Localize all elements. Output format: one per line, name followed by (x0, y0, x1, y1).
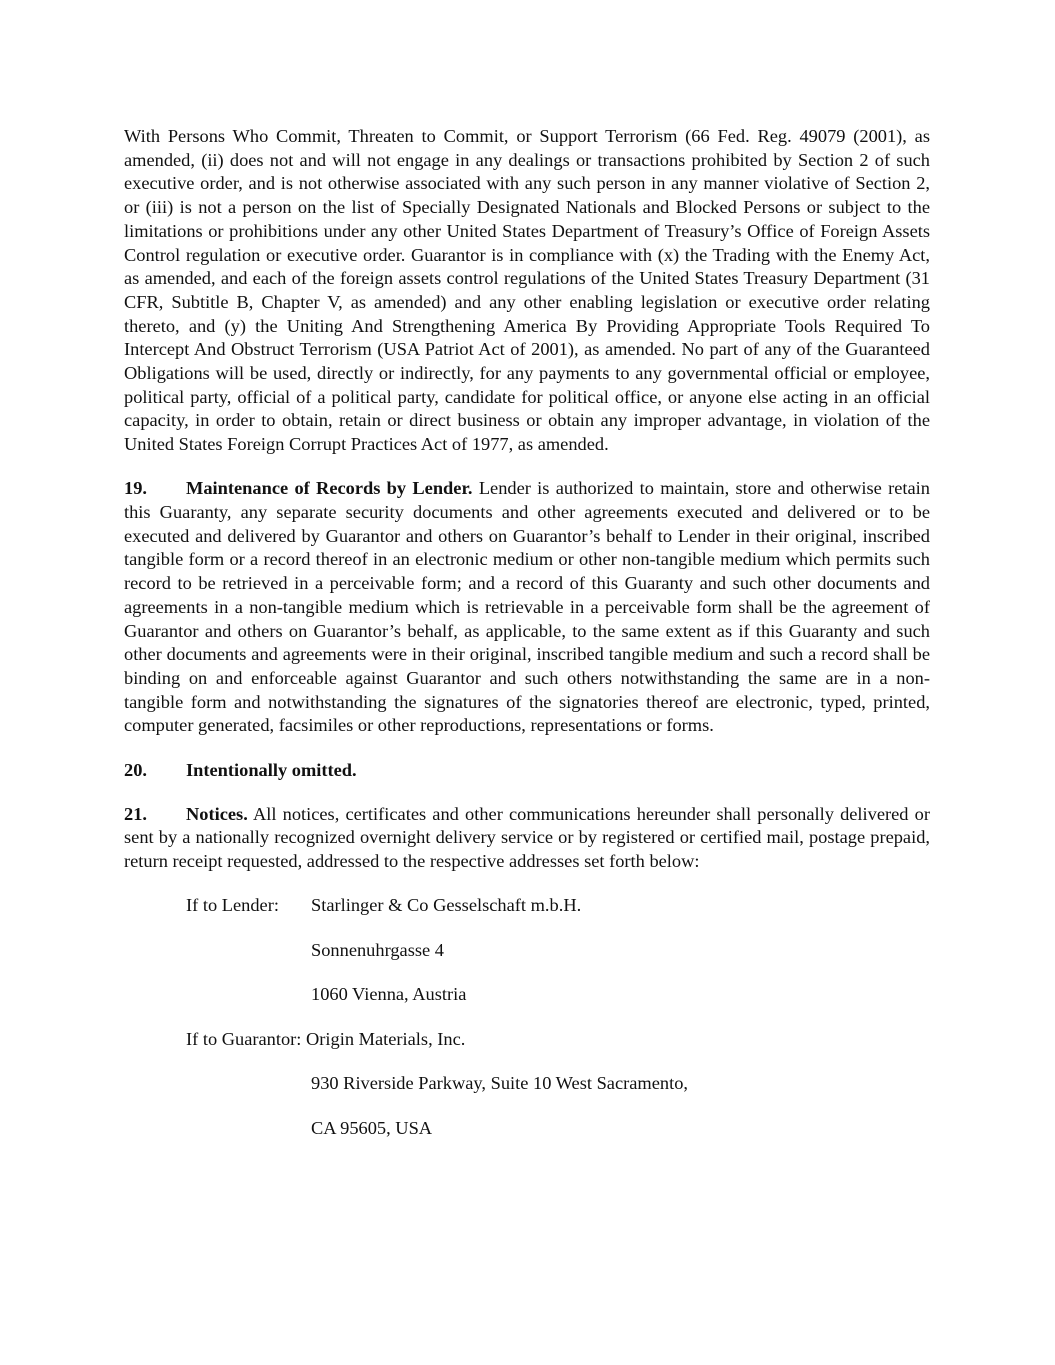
guarantor-city: CA 95605, USA (311, 1117, 433, 1138)
section-body: Lender is authorized to maintain, store and otherwise retain this Guaranty, any separate security documents and other agreements executed and delivered or to be executed and delivered by Guarantor and others on Guarantor’s behalf to Lender in their original, inscribed tangible form or a record thereof in an electronic medium or other non-tangible medium which permits such record to be retrieved in a perceivable form; and a record of this Guaranty and such other documents and agreements in a non-tangible medium which is retrievable in a perceivable form shall be the agreement of Guarantor and others on Guarantor’s behalf, as applicable, to the same extent as if this Guaranty and such other documents and agreements were in their original, inscribed tangible medium and such a record shall be binding on and enforceable against Guarantor and such others notwithstanding the same are in a non- tangible form and notwithstanding the signatures of the signatories thereof are electronic, typed, printed, computer generated, facsimiles or other reproductions, representations or forms. (124, 478, 930, 736)
section-heading: Maintenance of Records by Lender. (186, 478, 473, 499)
guarantor-street: 930 Riverside Parkway, Suite 10 West Sacramento, (311, 1073, 688, 1094)
guarantor-address-line (124, 1072, 930, 1117)
section-heading: Notices. (186, 803, 248, 824)
section-body: All notices, certificates and other communications hereunder shall personally delivered or sent by a nationally recognized overnight delivery service or by registered or certified mail, postage prepaid, return receipt requested, addressed to the respective addresses set forth below: (124, 803, 930, 872)
lender-name: Starlinger & Co Gesselschaft m.b.H. (311, 895, 582, 916)
section-19 (124, 477, 930, 738)
section-heading: Intentionally omitted. (186, 759, 357, 780)
lender-address-line (124, 983, 930, 1028)
section-20 (124, 759, 930, 783)
lender-address-line (124, 894, 930, 939)
continuation-paragraph: With Persons Who Commit, Threaten to Commit, or Support Terrorism (66 Fed. Reg. 49079 (2001), as amended, (ii) does not and will not engage in any dealings or transactions prohibited by Section 2 of such executive order, and is not otherwise associated with any such person in any manner violative of Section 2, or (iii) is not a person on the list of Specially Designated Nationals and Blocked Persons or subject to the limitations or prohibitions under any other United States Department of Treasury’s Office of Foreign Assets Control regulation or executive order. Guarantor is in compliance with (x) the Trading with the Enemy Act, as amended, and each of the foreign assets control regulations of the United States Treasury Department (31 CFR, Subtitle B, Chapter V, as amended) and any other enabling legislation or executive order relating thereto, and (y) the Uniting And Strengthening America By Providing Appropriate Tools Required To Intercept And Obstruct Terrorism (USA Patriot Act of 2001), as amended. No part of any of the Guaranteed Obligations will be used, directly or indirectly, for any payments to any governmental official or employee, political party, official of a political party, candidate for political office, or anyone else acting in an official capacity, in order to obtain, retain or direct business or obtain any improper advantage, in violation of the United States Foreign Corrupt Practices Act of 1977, as amended. (124, 126, 930, 455)
section-number: 20. (124, 759, 147, 780)
lender-street: Sonnenuhrgasse 4 (311, 939, 444, 960)
section-number: 19. (124, 478, 147, 499)
section-21 (124, 803, 930, 874)
notice-addresses (124, 894, 930, 1161)
guarantor-name: If to Guarantor: Origin Materials, Inc. (186, 1028, 466, 1049)
guarantor-address-line (124, 1028, 930, 1073)
guarantor-address-line (124, 1117, 930, 1162)
section-number: 21. (124, 803, 147, 824)
lender-city: 1060 Vienna, Austria (311, 984, 467, 1005)
lender-address-line (124, 939, 930, 984)
lender-label: If to Lender: (186, 895, 279, 916)
document-page (124, 125, 930, 1161)
